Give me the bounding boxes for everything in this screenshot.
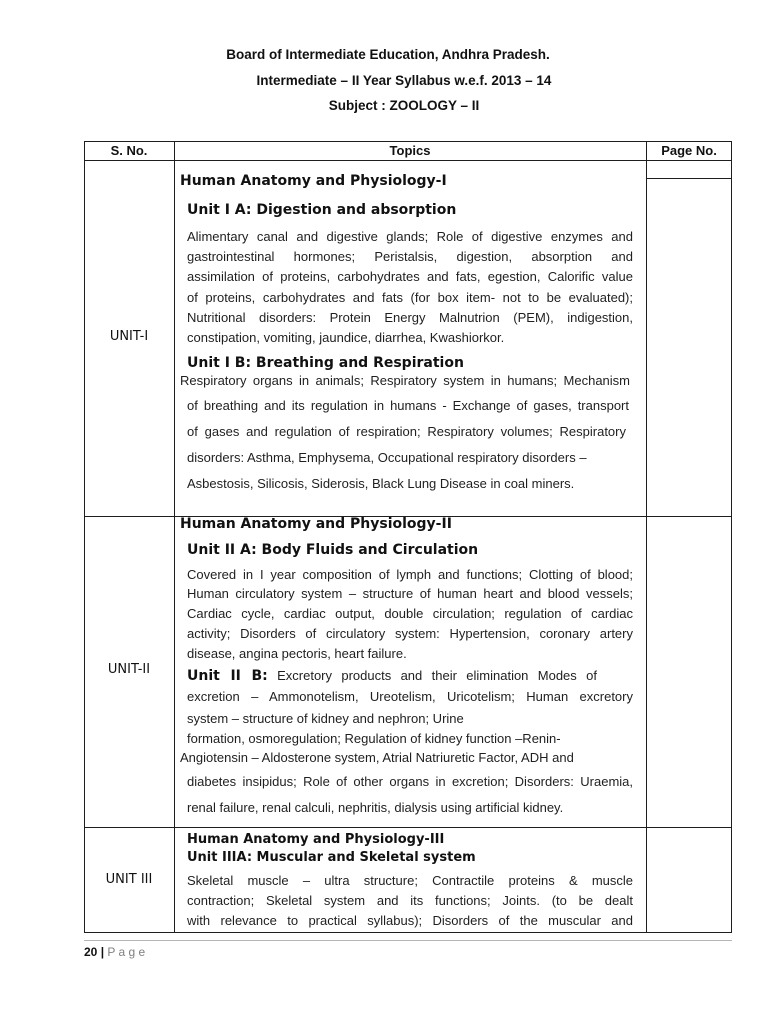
document-header (0, 44, 768, 116)
table-header-row (84, 141, 732, 160)
unit-label: UNIT-II (107, 662, 151, 677)
topic-line: Cardiac cycle, cardiac output, double circulation; regulation of cardiac (187, 606, 633, 621)
topic-line: contraction; Skeletal system and its functions; Joints. (to be dealt (187, 893, 633, 908)
syllabus-title: Intermediate – II Year Syllabus w.e.f. 2013 – 14 (256, 73, 552, 88)
unit-row (84, 160, 732, 516)
topic-line: formation, osmoregulation; Regulation of kidney function –Renin- (187, 731, 561, 746)
topic-line-with-heading (187, 667, 597, 685)
unit-row (84, 827, 732, 932)
topic-line: of proteins, carbohydrates and fats (for box item- not to be evaluated); (187, 290, 633, 305)
topic-line: Respiratory organs in animals; Respiratory system in humans; Mechanism (180, 373, 630, 388)
topic-line: disorders: Asthma, Emphysema, Occupational respiratory disorders – (187, 450, 587, 465)
page-number: 20 (84, 945, 98, 959)
section-heading: Unit I B: Breathing and Respiration (187, 355, 464, 371)
topic-line: Human circulatory system – structure of human heart and blood vessels; (187, 586, 633, 601)
table-rule (84, 932, 732, 933)
topic-line: Skeletal muscle – ultra structure; Contractile proteins & muscle (187, 873, 633, 888)
topic-line: diabetes insipidus; Role of other organs in excretion; Disorders: Uraemia, (187, 774, 633, 789)
topic-line: disease, angina pectoris, heart failure. (187, 646, 407, 661)
topic-line: Nutritional disorders: Protein Energy Malnutrion (PEM), indigestion, (187, 310, 633, 325)
page-label: P a g e (107, 945, 146, 959)
subject-title: Subject : ZOOLOGY – II (328, 98, 480, 113)
footer-rule (84, 940, 732, 941)
footer-text (84, 943, 145, 961)
topic-line: assimilation of proteins, carbohydrates and fats, egestion, Calorific value (187, 269, 633, 284)
column-header-page-no: Page No. (661, 143, 717, 158)
unit-title: Human Anatomy and Physiology-I (180, 173, 447, 189)
section-heading: Unit II B: (187, 668, 268, 684)
topic-line: constipation, vomiting, jaundice, diarrhea, Kwashiorkor. (187, 330, 505, 345)
unit-title: Human Anatomy and Physiology-II (180, 516, 452, 532)
topic-line: gastrointestinal hormones; Peristalsis, digestion, absorption and (187, 249, 633, 264)
topic-line: of gases and regulation of respiration; Respiratory volumes; Respiratory (187, 424, 626, 439)
topic-line: Alimentary canal and digestive glands; Role of digestive enzymes and (187, 229, 633, 244)
section-heading: Unit II A: Body Fluids and Circulation (187, 542, 479, 558)
syllabus-table (84, 141, 732, 933)
topic-line: excretion – Ammonotelism, Ureotelism, Uricotelism; Human excretory (187, 689, 633, 704)
page-footer (84, 940, 732, 964)
unit-label: UNIT-I (109, 329, 149, 344)
topic-line: activity; Disorders of circulatory system: Hypertension, coronary artery (187, 626, 633, 641)
topic-line: Asbestosis, Silicosis, Siderosis, Black Lung Disease in coal miners. (187, 476, 575, 491)
column-header-topics: Topics (389, 143, 431, 158)
column-header-sno: S. No. (110, 143, 148, 158)
unit-row (84, 516, 732, 827)
topic-line: with relevance to practical syllabus); Disorders of the muscular and (187, 913, 633, 928)
unit-label: UNIT III (105, 872, 153, 887)
board-title: Board of Intermediate Education, Andhra Pradesh. (226, 47, 550, 62)
section-heading: Unit I A: Digestion and absorption (187, 202, 457, 218)
topic-line: renal failure, renal calculi, nephritis, dialysis using artificial kidney. (187, 800, 564, 815)
section-heading: Unit IIIA: Muscular and Skeletal system (187, 850, 476, 865)
footer-separator: | (100, 945, 105, 959)
topic-line: system – structure of kidney and nephron; Urine (187, 711, 464, 726)
topic-line: Angiotensin – Aldosterone system, Atrial Natriuretic Factor, ADH and (180, 750, 574, 765)
topic-line: Excretory products and their elimination Modes of (277, 668, 597, 683)
topic-line: of breathing and its regulation in humans - Exchange of gases, transport (187, 398, 629, 413)
topic-line: Covered in I year composition of lymph and functions; Clotting of blood; (187, 567, 633, 582)
unit-title: Human Anatomy and Physiology-III (187, 832, 445, 847)
